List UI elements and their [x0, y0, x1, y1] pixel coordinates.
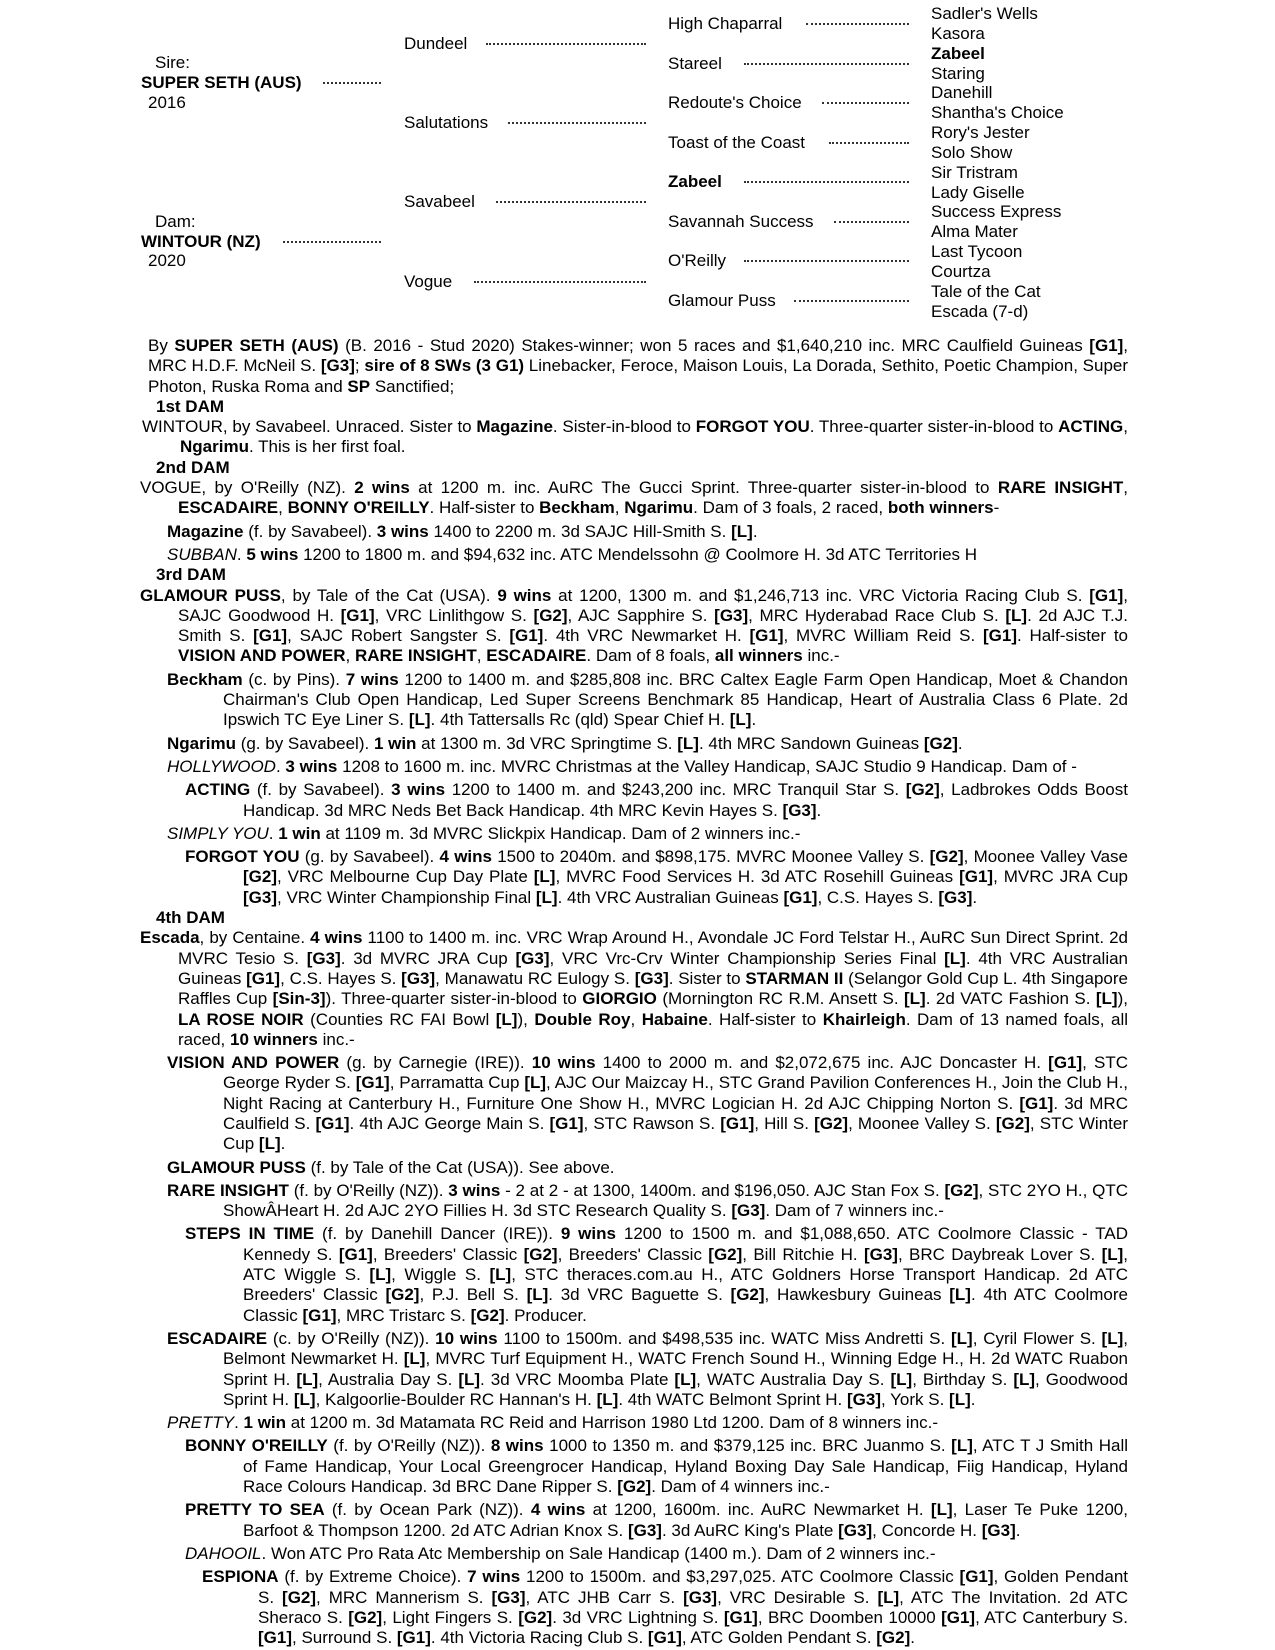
progeny-entry: SUBBAN. 5 wins 1200 to 1800 m. and $94,632 inc. ATC Mendelssohn @ Coolmore H. 3d ATC Territories H	[167, 544, 978, 564]
gen4-name: Escada (7-d)	[931, 302, 1029, 321]
gen4-name: Lady Giselle	[931, 183, 1025, 202]
dam-paragraph: Escada, by Centaine. 4 wins 1100 to 1400 m. inc. VRC Wrap Around H., Avondale JC Ford Telstar H., AuRC Sun Direct Sprint. 2d MVRC Tesio S. [G3]. 3d MVRC JRA Cup [G3], VRC Vrc-Crv Winter Championship Series Final [L]. 4th VRC Australian Guineas [G1], C.S. Hayes S. [G3], Manawatu RC Eulogy S. [G3]. Sister to STARMAN II (Selangor Gold Cup L. 4th Singapore Raffles Cup [Sin-3]). Three-quarter sister-in-blood to GIORGIO (Mornington RC R.M. Ansett S. [L]. 2d VATC Fashion S. [L]), LA ROSE NOIR (Counties RC FAI Bowl [L]), Double Roy, Habaine. Half-sister to Khairleigh. Dam of 13 named foals, all raced, 10 winners inc.-	[140, 928, 1129, 1049]
dam-heading: 2nd DAM	[156, 457, 230, 477]
progeny-entry: ESCADAIRE (c. by O'Reilly (NZ)). 10 wins 1100 to 1500m. and $498,535 inc. WATC Miss Andretti S. [L], Cyril Flower S. [L], Belmont Newmarket H. [L], MVRC Turf Equipment H., WATC French Sound H., Winning Edge H., H. 2d WATC Ruabon Sprint H. [L], Australia Day S. [L]. 3d VRC Moomba Plate [L], WATC Australia Day S. [L], Birthday S. [L], Goodwood Sprint H. [L], Kalgoorlie-Boulder RC Hannan's H. [L]. 4th WATC Belmont Sprint H. [G3], York S. [L].	[167, 1328, 1128, 1409]
dotted-leader	[283, 239, 381, 243]
dotted-leader	[474, 279, 646, 283]
dam-name: WINTOUR (NZ)	[141, 232, 261, 251]
progeny-entry: ACTING (f. by Savabeel). 3 wins 1200 to 1400 m. and $243,200 inc. MRC Tranquil Star S. [G2], Ladbrokes Odds Boost Handicap. 3d MRC Neds Bet Back Handicap. 4th MRC Kevin Hayes S. [G3].	[185, 780, 1128, 820]
gen2-name: Savabeel	[404, 192, 475, 211]
gen3-name: Stareel	[668, 54, 722, 73]
dotted-leader	[744, 258, 909, 262]
progeny-entry: PRETTY TO SEA (f. by Ocean Park (NZ)). 4 wins at 1200, 1600m. inc. AuRC Newmarket H. [L], Laser Te Puke 1200, Barfoot & Thompson 1200. 2d ATC Adrian Knox S. [G3]. 3d AuRC King's Plate [G3], Concorde H. [G3].	[185, 1500, 1128, 1540]
gen4-name: Danehill	[931, 83, 993, 102]
progeny-entry: Beckham (c. by Pins). 7 wins 1200 to 1400 m. and $285,808 inc. BRC Caltex Eagle Farm Open Handicap, Moet & Chandon Chairman's Club Open Handicap, Led Super Screens Benchmark 85 Handicap, Heart of Australia Class 6 Plate. 2d Ipswich TC Eye Liner S. [L]. 4th Tattersalls Rc (qld) Spear Chief H. [L].	[167, 669, 1128, 730]
dam-label: Dam:	[155, 212, 196, 231]
dotted-leader	[486, 41, 646, 45]
gen4-name: Staring	[931, 64, 985, 83]
progeny-entry: HOLLYWOOD. 3 wins 1208 to 1600 m. inc. MVRC Christmas at the Valley Handicap, SAJC Studio 9 Handicap. Dam of -	[167, 756, 1077, 776]
gen4-name: Courtza	[931, 262, 991, 281]
progeny-entry: DAHOOIL. Won ATC Pro Rata Atc Membership on Sale Handicap (1400 m.). Dam of 2 winners inc.-	[185, 1543, 936, 1563]
dotted-leader	[323, 80, 381, 84]
gen3-name: Toast of the Coast	[668, 133, 806, 152]
gen3-name: O'Reilly	[668, 251, 727, 270]
dotted-leader	[744, 179, 909, 183]
catalogue-text	[140, 336, 1129, 1648]
gen4-name: Tale of the Cat	[931, 282, 1041, 301]
gen4-name: Solo Show	[931, 143, 1013, 162]
gen2-name: Vogue	[404, 272, 453, 291]
gen3-name: Zabeel	[668, 172, 722, 191]
gen4-name: Rory's Jester	[931, 123, 1030, 142]
progeny-entry: Magazine (f. by Savabeel). 3 wins 1400 to 2200 m. 3d SAJC Hill-Smith S. [L].	[167, 521, 758, 541]
progeny-entry: RARE INSIGHT (f. by O'Reilly (NZ)). 3 wins - 2 at 2 - at 1300, 1400m. and $196,050. AJC Stan Fox S. [G2], STC 2YO H., QTC ShowÂHeart H. 2d AJC 2YO Fillies H. 3d STC Research Quality S. [G3]. Dam of 7 winners inc.-	[167, 1180, 1128, 1221]
gen3-name: Redoute's Choice	[668, 93, 802, 112]
pedigree-chart	[0, 0, 1275, 335]
sire-name: SUPER SETH (AUS)	[141, 73, 302, 92]
sire-year: 2016	[148, 93, 186, 112]
gen3-name: Savannah Success	[668, 212, 814, 231]
gen4-name: Last Tycoon	[931, 242, 1023, 261]
dotted-leader	[829, 140, 909, 144]
gen4-name: Zabeel	[931, 44, 985, 63]
dotted-leader	[794, 298, 909, 302]
progeny-entry: BONNY O'REILLY (f. by O'Reilly (NZ)). 8 wins 1000 to 1350 m. and $379,125 inc. BRC Juanmo S. [L], ATC T J Smith Hall of Fame Handicap, Your Local Greengrocer Handicap, Hyland Boxing Day Sale Handicap, Fiig Handicap, Hyland Race Colours Handicap. 3d BRC Dane Ripper S. [G2]. Dam of 4 winners inc.-	[185, 1436, 1129, 1497]
dam-heading: 1st DAM	[156, 396, 225, 416]
progeny-entry: VISION AND POWER (g. by Carnegie (IRE)). 10 wins 1400 to 2000 m. and $2,072,675 inc. AJC Doncaster H. [G1], STC George Ryder S. [G1], Parramatta Cup [L], AJC Our Maizcay H., STC Grand Pavilion Conferences H., Join the Club H., Night Racing at Canterbury H., Furniture One Show H., MVRC Logician H. 2d AJC Chipping Norton S. [G1]. 3d MRC Caulfield S. [G1]. 4th AJC George Main S. [G1], STC Rawson S. [G1], Hill S. [G2], Moonee Valley S. [G2], STC Winter Cup [L].	[167, 1053, 1129, 1154]
gen4-name: Sadler's Wells	[931, 4, 1038, 23]
dotted-leader	[496, 199, 646, 203]
progeny-list	[148, 670, 1128, 908]
progeny-list	[148, 1053, 1128, 1648]
dotted-leader	[806, 21, 909, 25]
gen3-name: Glamour Puss	[668, 291, 776, 310]
gen2-name: Dundeel	[404, 34, 468, 53]
dotted-leader	[834, 219, 909, 223]
progeny-entry: GLAMOUR PUSS (f. by Tale of the Cat (USA)). See above.	[167, 1157, 615, 1177]
progeny-entry: SIMPLY YOU. 1 win at 1109 m. 3d MVRC Slickpix Handicap. Dam of 2 winners inc.-	[167, 823, 801, 843]
sire-paragraph: By SUPER SETH (AUS) (B. 2016 - Stud 2020) Stakes-winner; won 5 races and $1,640,210 inc. MRC Caulfield Guineas [G1], MRC H.D.F. McNeil S. [G3]; sire of 8 SWs (3 G1) Linebacker, Feroce, Maison Louis, La Dorada, Sethito, Poetic Champion, Super Photon, Ruska Roma and SP Sanctified;	[148, 336, 1129, 396]
dotted-leader	[822, 100, 909, 104]
progeny-list	[148, 522, 1128, 566]
gen4-name: Alma Mater	[931, 222, 1018, 241]
dam-heading: 4th DAM	[156, 908, 225, 928]
progeny-entry: PRETTY. 1 win at 1200 m. 3d Matamata RC Reid and Harrison 1980 Ltd 1200. Dam of 8 winners inc.-	[167, 1413, 939, 1433]
dotted-leader	[744, 61, 909, 65]
dam-paragraph: WINTOUR, by Savabeel. Unraced. Sister to Magazine. Sister-in-blood to FORGOT YOU. Three-quarter sister-in-blood to ACTING, Ngarimu. This is her first foal.	[142, 417, 1128, 457]
sire-label: Sire:	[155, 53, 190, 72]
progeny-entry: FORGOT YOU (g. by Savabeel). 4 wins 1500 to 2040m. and $898,175. MVRC Moonee Valley S. [G2], Moonee Valley Vase [G2], VRC Melbourne Cup Day Plate [L], MVRC Food Services H. 3d ATC Rosehill Guineas [G1], MVRC JRA Cup [G3], VRC Winter Championship Final [L]. 4th VRC Australian Guineas [G1], C.S. Hayes S. [G3].	[185, 847, 1129, 907]
dam-paragraph: VOGUE, by O'Reilly (NZ). 2 wins at 1200 m. inc. AuRC The Gucci Sprint. Three-quarter sister-in-blood to RARE INSIGHT, ESCADAIRE, BONNY O'REILLY. Half-sister to Beckham, Ngarimu. Dam of 3 foals, 2 raced, both winners-	[140, 478, 1129, 518]
dam-year: 2020	[148, 251, 186, 270]
dotted-leader	[508, 120, 646, 124]
gen3-name: High Chaparral	[668, 14, 783, 33]
dam-paragraph: GLAMOUR PUSS, by Tale of the Cat (USA). 9 wins at 1200, 1300 m. and $1,246,713 inc. VRC Victoria Racing Club S. [G1], SAJC Goodwood H. [G1], VRC Linlithgow S. [G2], AJC Sapphire S. [G3], MRC Hyderabad Race Club S. [L]. 2d AJC T.J. Smith S. [G1], SAJC Robert Sangster S. [G1]. 4th VRC Newmarket H. [G1], MVRC William Reid S. [G1]. Half-sister to VISION AND POWER, RARE INSIGHT, ESCADAIRE. Dam of 8 foals, all winners inc.-	[140, 585, 1129, 666]
gen4-name: Sir Tristram	[931, 163, 1018, 182]
gen4-name: Shantha's Choice	[931, 103, 1064, 122]
progeny-entry: ESPIONA (f. by Extreme Choice). 7 wins 1200 to 1500m. and $3,297,025. ATC Coolmore Classic [G1], Golden Pendant S. [G2], MRC Mannerism S. [G3], ATC JHB Carr S. [G3], VRC Desirable S. [L], ATC The Invitation. 2d ATC Sheraco S. [G2], Light Fingers S. [G2]. 3d VRC Lightning S. [G1], BRC Doomben 10000 [G1], ATC Canterbury S. [G1], Surround S. [G1]. 4th Victoria Racing Club S. [G1], ATC Golden Pendant S. [G2].	[202, 1567, 1128, 1648]
dam-heading: 3rd DAM	[156, 565, 226, 585]
progeny-entry: STEPS IN TIME (f. by Danehill Dancer (IRE)). 9 wins 1200 to 1500 m. and $1,088,650. ATC Coolmore Classic - TAD Kennedy S. [G1], Breeders' Classic [G2], Breeders' Classic [G2], Bill Ritchie H. [G3], BRC Daybreak Lover S. [L], ATC Wiggle S. [L], Wiggle S. [L], STC theraces.com.au H., ATC Goldners Horse Transport Handicap. 2d ATC Breeders' Classic [G2], P.J. Bell S. [L]. 3d VRC Baguette S. [G2], Hawkesbury Guineas [L]. 4th ATC Coolmore Classic [G1], MRC Tristarc S. [G2]. Producer.	[185, 1224, 1129, 1325]
gen4-name: Kasora	[931, 24, 985, 43]
gen4-name: Success Express	[931, 202, 1062, 221]
progeny-entry: Ngarimu (g. by Savabeel). 1 win at 1300 m. 3d VRC Springtime S. [L]. 4th MRC Sandown Guineas [G2].	[167, 733, 963, 753]
gen2-name: Salutations	[404, 113, 489, 132]
